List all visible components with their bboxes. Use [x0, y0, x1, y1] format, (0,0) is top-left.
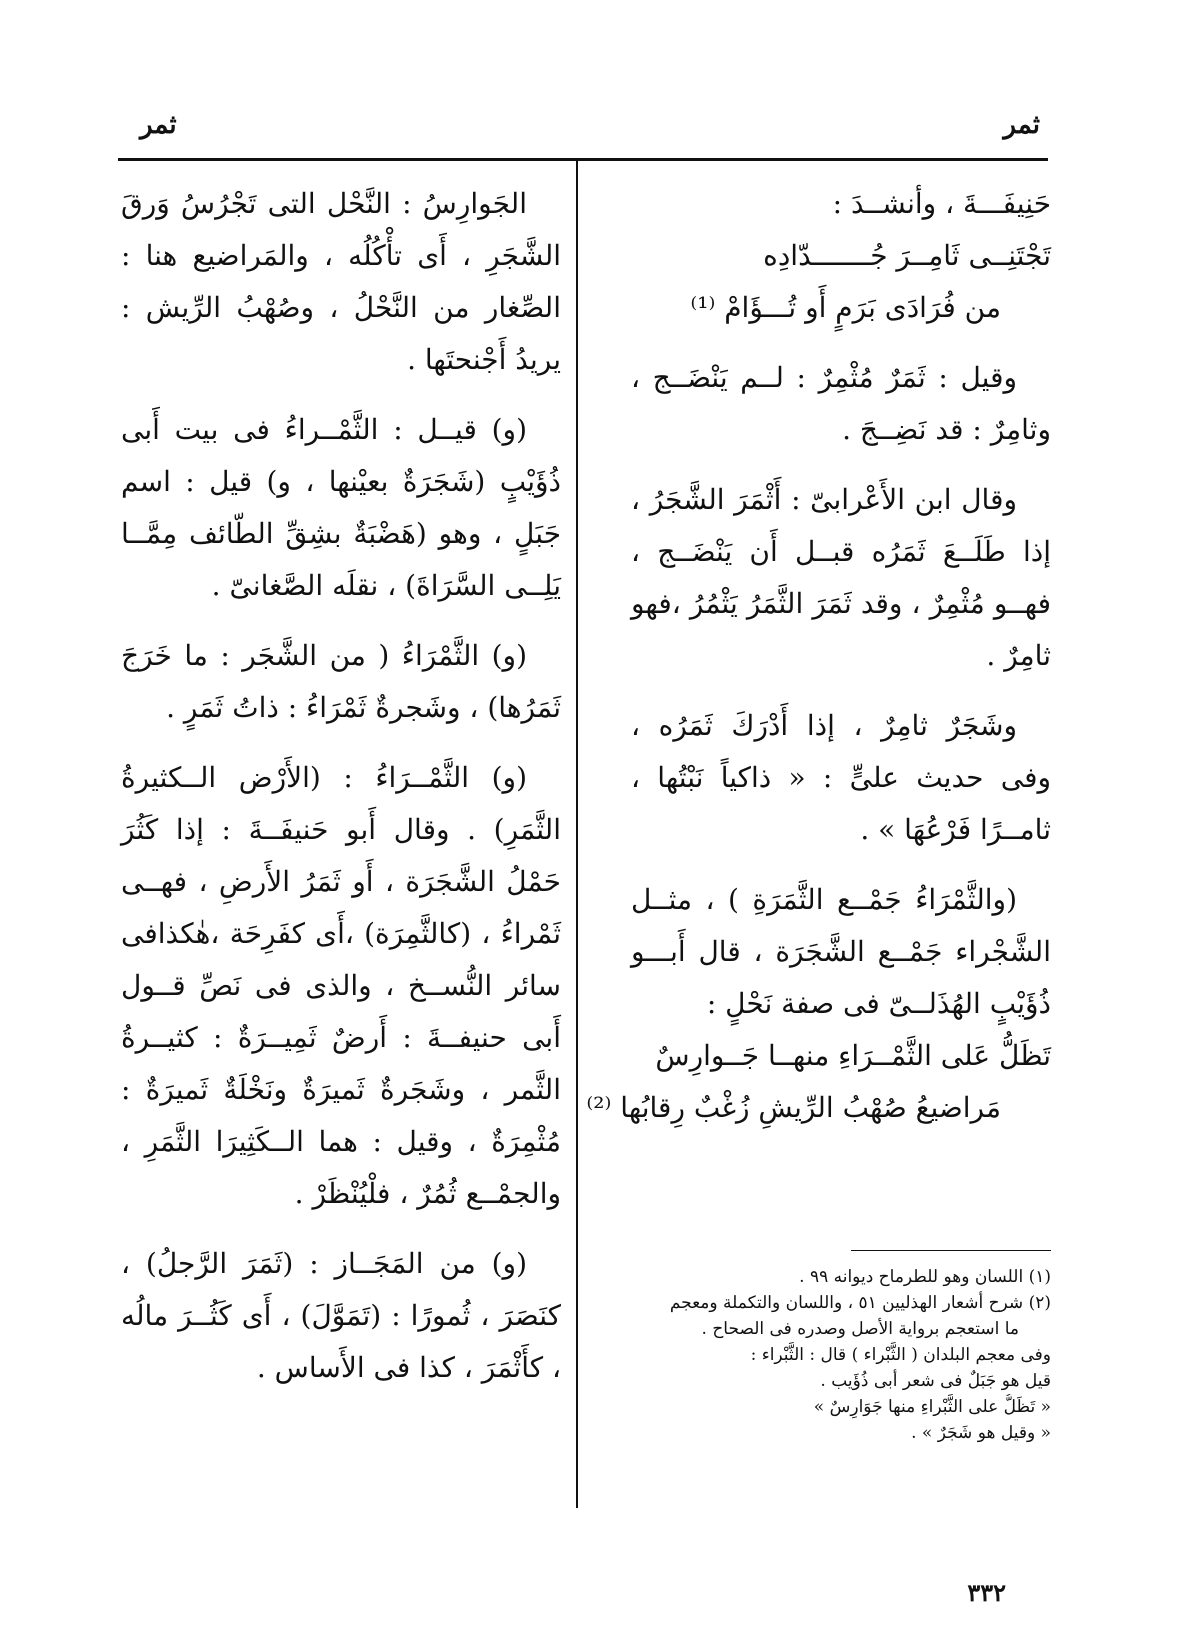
footnote-4: قيل هو جَبَلٌ فى شعر أبى ذُؤَيب .	[820, 1371, 1051, 1391]
left-column	[121, 178, 561, 1412]
footnote-2-continued: ما استعجم برواية الأصل وصدره فى الصحاح .	[701, 1319, 1019, 1339]
left-paragraph-2: (و) قيــل : الثَّمْــراءُ فى بيت أَبى ذُؤَيْبٍ (شَجَرَةٌ بعيْنها ، و) قيل : اسم جَبَلٍ ، وهو (هَضْبَةٌ بشِقِّ الطّائف مِمَّــا يَلِــى السَّرَاةَ) ، نقلَه الصَّغانىّ .	[121, 413, 561, 602]
right-paragraph-2: وقيل : ثَمَرٌ مُثْمِرٌ : لــم يَنْضَــج ، وثامِرٌ : قد نَضِــجَ .	[631, 361, 1051, 446]
running-head-left: ثمر	[140, 110, 177, 140]
verse-2-first-hemistich: تَظَلُّ عَلى الثَّمْــرَاءِ منهــا جَــوارِسٌ	[655, 1039, 1051, 1072]
verse-1-second-hemistich: من فُرَادَى بَرَمٍ أَو تُـــؤَامْ ⁽¹⁾	[690, 291, 1001, 324]
right-paragraph-4: وشَجَرٌ ثامِرٌ ، إذا أَدْرَكَ ثَمَرُه ، وفى حديث علىٍّ : « ذاكياً نَبْتُها ، ثامــرًا فَرْعُهَا » .	[631, 709, 1051, 846]
page-number: ٣٣٢	[967, 1578, 1006, 1607]
verse-1-first-hemistich: تَجْتَنِــى ثَامِــرَ جُـــــــدّادِه	[763, 239, 1051, 272]
footnote-6: « وقيل هو شَجَرٌ » .	[911, 1423, 1051, 1443]
left-paragraph-4: (و) الثَّمْــرَاءُ : (الأَرْض الــكثيرةُ الثَّمَرِ) . وقال أَبو حَنيفَــةَ : إذا كَثُرَ حَمْلُ الشَّجَرَة ، أَو ثَمَرُ الأَرضِ ، فهــى ثَمْراءُ ، (كالثَّمِرَة) ،أَى كفَرِحَة ،هٰكذافى سائر النُّســخ ، والذى فى نَصِّ قــول أَبى حنيفــةَ : أَرضٌ ثَمِيــرَةٌ : كثيــرةُ الثَّمر ، وشَجَرةٌ ثَميرَةٌ ونَخْلَةٌ ثَميرَةٌ : مُثْمِرَةٌ ، وقيل : هما الــكَثِيرَا الثَّمَرِ ، والجمْــع ثُمُرٌ ، فلْيُنْظَرْ .	[121, 761, 561, 1210]
footnote-1: (١) اللسان وهو للطرماح ديوانه ٩٩ .	[799, 1267, 1051, 1287]
left-paragraph-5: (و) من المَجَــاز : (ثَمَرَ الرَّجلُ) ، كنَصَرَ ، ثُمورًا : (تَمَوَّلَ) ، أَى كَثُــرَ مالُه ، كأَثْمَرَ ، كذا فى الأَساس .	[121, 1247, 561, 1384]
footnote-rule	[851, 1250, 1051, 1251]
footnote-3: وفى معجم البلدان ( الثَّبْراء ) قال : الثَّبْراء :	[750, 1345, 1051, 1365]
right-column	[586, 178, 1051, 1134]
running-head-right: ثمر	[1003, 110, 1040, 140]
left-paragraph-1: الجَوارِسُ : النَّحْل التى تَجْرُسُ وَرقَ الشَّجَرِ ، أَى تأْكُلُه ، والمَراضيع هنا : الصِّغار من النَّحْلُ ، وصُهْبُ الرِّيش : يريدُ أَجْنحتَها .	[121, 187, 561, 376]
column-divider	[576, 160, 578, 1508]
right-paragraph-3: وقال ابن الأَعْرابىّ : أَثْمَرَ الشَّجَرُ ، إذا طَلَــعَ ثَمَرُه قبــل أَن يَنْضَــج ، فهــو مُثْمِرٌ ، وقد ثَمَرَ الثَّمَرُ يَثْمُرُ ،فهو ثامِرٌ .	[631, 483, 1051, 672]
verse-2-second-hemistich: مَراضيعُ صُهْبُ الرِّيشِ زُغْبٌ رِقابُها ⁽²⁾	[586, 1091, 1001, 1124]
right-paragraph-5: (والثَّمْرَاءُ جَمْــع الثَّمَرَةِ ) ، مثــل الشَّجْراء جَمْــع الشَّجَرَة ، قال أَبـــو ذُؤَيْبٍ الهُذَلــىّ فى صفة نَحْلٍ :	[631, 883, 1051, 1020]
footnote-5: « تَظَلُّ على الثَّبْراءِ منها جَوَارِسٌ »	[813, 1397, 1051, 1417]
left-paragraph-3: (و) الثَّمْرَاءُ ( من الشَّجَر : ما خَرَجَ ثَمَرُها) ، وشَجرةٌ ثَمْرَاءُ : ذاتُ ثَمَرٍ .	[121, 639, 561, 724]
footnote-2: (٢) شرح أشعار الهذليين ٥١ ، واللسان والتكملة ومعجم	[669, 1293, 1051, 1313]
right-line-1: حَنِيفَـــةَ ، وأنشــدَ :	[832, 187, 1051, 220]
footnotes	[621, 1264, 1051, 1446]
header-rule	[118, 158, 1048, 161]
